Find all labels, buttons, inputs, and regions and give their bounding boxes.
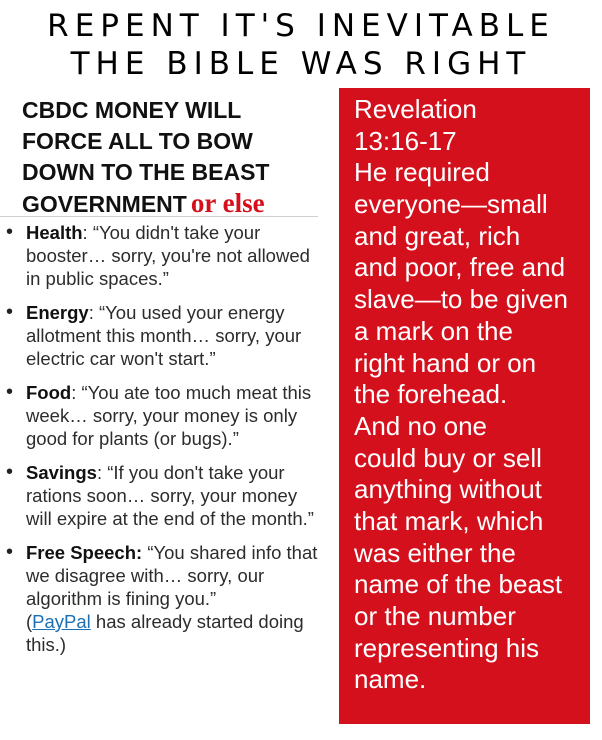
verse-line: could buy or sell bbox=[354, 442, 542, 473]
verse-line: everyone—small bbox=[354, 189, 548, 220]
verse-line: representing his bbox=[354, 632, 539, 663]
bullet-term: Savings bbox=[26, 462, 97, 483]
bullet-term: Energy bbox=[26, 302, 89, 323]
bullet-icon: • bbox=[6, 461, 14, 483]
list-item bbox=[6, 301, 326, 370]
bullet-text: “You didn't take your booster… sorry, you're not allowed in public spaces.” bbox=[26, 222, 310, 289]
verse-line: name of the beast bbox=[354, 569, 563, 600]
list-item bbox=[6, 381, 326, 450]
verse-line: that mark, which bbox=[354, 505, 544, 536]
bullet-text: “You used your energy allotment this month… sorry, your electric car won't start.” bbox=[26, 302, 302, 369]
bullet-text: “If you don't take your rations soon… sorry, your money will expire at the end of the month.” bbox=[26, 462, 314, 529]
verse-line: And no one bbox=[354, 410, 488, 441]
headline-line: FORCE ALL TO BOW bbox=[22, 128, 253, 154]
headline-line: GOVERNMENT bbox=[22, 191, 187, 217]
verse-line: name. bbox=[354, 664, 427, 695]
list-item bbox=[6, 221, 326, 290]
verse-text bbox=[354, 94, 586, 696]
verse-line: and great, rich bbox=[354, 220, 521, 251]
bullet-separator: : bbox=[71, 382, 82, 403]
bullet-list bbox=[6, 221, 326, 667]
verse-panel bbox=[339, 88, 590, 724]
bullet-separator: : bbox=[88, 302, 99, 323]
bullet-text: “You shared info that we disagree with… sorry, our algorithm is fining you.” bbox=[26, 542, 318, 609]
verse-line: or the number bbox=[354, 601, 516, 631]
divider bbox=[0, 216, 318, 217]
headline-emphasis: or else bbox=[190, 188, 265, 218]
bullet-icon: • bbox=[6, 221, 14, 243]
list-item bbox=[6, 461, 326, 530]
list-item bbox=[6, 541, 326, 656]
bullet-icon: • bbox=[6, 541, 14, 563]
paypal-link[interactable]: PayPal bbox=[32, 611, 91, 632]
verse-reference: 13:16-17 bbox=[354, 125, 457, 156]
header-line-2: THE BIBLE WAS RIGHT bbox=[70, 46, 532, 82]
headline-line: DOWN TO THE BEAST bbox=[22, 159, 270, 185]
verse-reference: Revelation bbox=[354, 94, 477, 124]
note-open: ( bbox=[26, 611, 33, 632]
bullet-term: Food bbox=[26, 382, 72, 403]
bullet-text: “You ate too much meat this week… sorry, your money is only good for plants (or bugs).” bbox=[26, 382, 312, 449]
verse-line: He required bbox=[354, 157, 490, 188]
bullet-term: Free Speech: bbox=[26, 542, 143, 563]
verse-line: right hand or on bbox=[354, 347, 537, 378]
note-text: has already started doing this.) bbox=[26, 611, 304, 655]
headline-line: CBDC MONEY WILL bbox=[22, 97, 242, 123]
verse-line: and poor, free and bbox=[354, 252, 566, 283]
bullet-icon: • bbox=[6, 381, 14, 403]
header-line-1: REPENT IT'S INEVITABLE bbox=[47, 8, 555, 44]
bullet-icon: • bbox=[6, 301, 14, 323]
verse-line: was either the bbox=[354, 537, 516, 568]
verse-line: anything without bbox=[354, 474, 542, 505]
headline bbox=[22, 95, 332, 220]
bullet-separator: : bbox=[96, 462, 108, 483]
verse-line: the forehead. bbox=[354, 379, 508, 410]
verse-line: a mark on the bbox=[354, 315, 513, 346]
bullet-separator: : bbox=[82, 222, 93, 243]
bullet-term: Health bbox=[26, 222, 83, 243]
verse-line: slave—to be given bbox=[354, 284, 568, 315]
